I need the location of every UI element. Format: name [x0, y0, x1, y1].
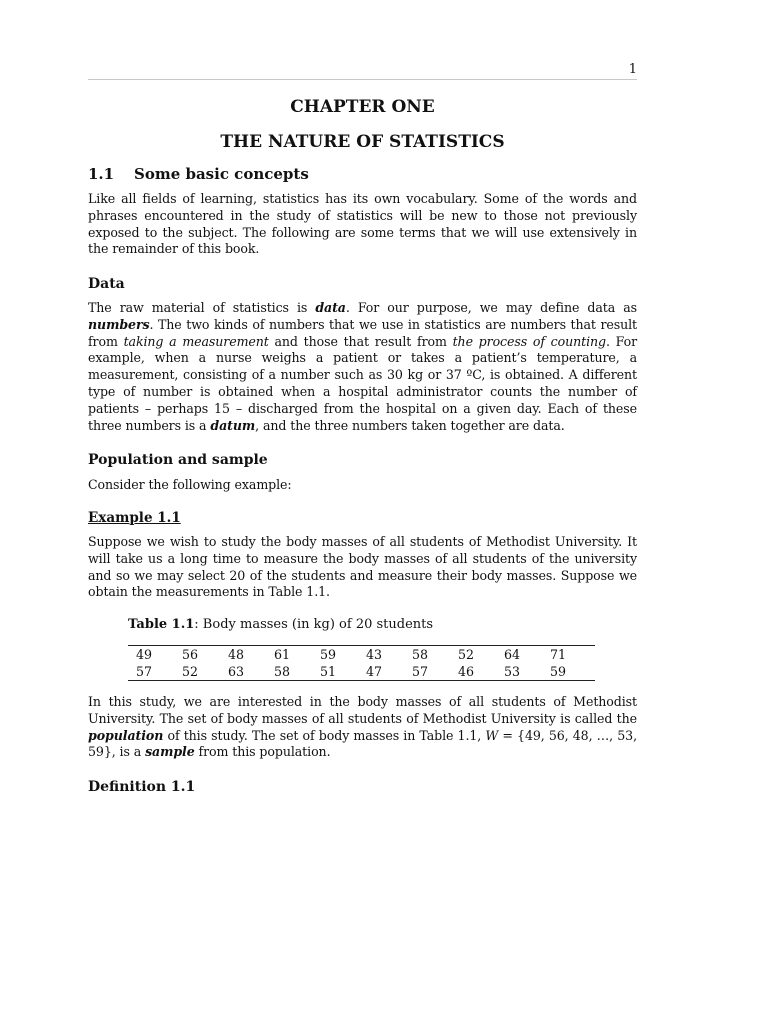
table-cell: 63: [228, 664, 245, 679]
section-heading: [88, 165, 309, 183]
population-heading: Population and sample: [88, 452, 268, 468]
data-paragraph: The raw material of statistics is data. For our purpose, we may define data as numbers. The two kinds of numbers that we use in statistics are numbers that result from taking a measurement and those that result from the process of counting. For example, when a nurse weighs a patient or takes a patient’s temperature, a measurement, consisting of a number such as 30 kg or 37 ºC, is obtained. A different type of number is obtained when a hospital administrator counts the number of patients – perhaps 15 – discharged from the hospital on a given day. Each of these three numbers is a datum, and the three numbers taken together are data.: [88, 300, 638, 433]
table-cell: 52: [458, 647, 475, 662]
term-data: data: [315, 300, 346, 315]
definition-heading: Definition 1.1: [88, 779, 196, 795]
table-cell: 71: [550, 647, 567, 662]
table-bottom-rule: [128, 680, 595, 681]
section-title: Some basic concepts: [134, 165, 309, 183]
table-cell: 61: [274, 647, 291, 662]
table-cell: 56: [182, 647, 199, 662]
header-rule: [88, 79, 637, 80]
phrase-process-of-counting: the process of counting: [452, 333, 606, 349]
table-caption-text: : Body masses (in kg) of 20 students: [194, 617, 434, 632]
table-cell: 57: [412, 664, 429, 679]
intro-paragraph: Like all fields of learning, statistics has its own vocabulary. Some of the words and phrases encountered in the study of statistics will be new to those not previously exposed to the subject. The following are some terms that we will use extensively in the remainder of this book.: [88, 191, 637, 257]
table-row: [128, 663, 595, 680]
page-number: 1: [628, 62, 637, 77]
table-cell: 57: [136, 664, 153, 679]
example-paragraph: Suppose we wish to study the body masses of all students of Methodist University. It will take us a long time to measure the body masses of all students of the university and so we may select 20 of the students and measure their body masses. Suppose we obtain the measurements in Table 1.1.: [88, 534, 637, 600]
table-cell: 51: [320, 664, 337, 679]
term-datum: datum: [210, 417, 256, 433]
example-heading: Example 1.1: [88, 510, 181, 526]
table-cell: 52: [182, 664, 199, 679]
body-mass-table: [128, 645, 595, 681]
table-cell: 47: [366, 664, 383, 679]
term-numbers: numbers: [88, 316, 150, 332]
table-cell: 58: [412, 647, 429, 662]
term-sample: sample: [145, 744, 195, 760]
set-symbol-w: W: [485, 727, 499, 743]
consider-text: Consider the following example:: [88, 477, 292, 492]
table-cell: 59: [320, 647, 337, 662]
section-number: 1.1: [88, 165, 115, 183]
phrase-taking-a-measurement: taking a measurement: [123, 333, 269, 349]
chapter-title: THE NATURE OF STATISTICS: [220, 132, 505, 152]
table-cell: 46: [458, 664, 475, 679]
table-cell: 53: [504, 664, 521, 679]
table-cell: 49: [136, 647, 153, 662]
study-paragraph: In this study, we are interested in the body masses of all students of Methodist University. The set of body masses of all students of Methodist University is called the population of this study. The set of body masses in Table 1.1, W = {49, 56, 48, …, 53, 59}, is a sample from this population.: [88, 694, 637, 760]
table-row: [128, 646, 595, 663]
table-caption: [128, 617, 433, 632]
table-label: Table 1.1: [128, 617, 195, 632]
term-population: population: [88, 727, 164, 743]
table-cell: 43: [366, 647, 383, 662]
table-cell: 59: [550, 664, 567, 679]
data-heading: Data: [88, 276, 125, 292]
table-cell: 58: [274, 664, 291, 679]
table-cell: 64: [504, 647, 521, 662]
table-cell: 48: [228, 647, 245, 662]
chapter-heading: CHAPTER ONE: [290, 97, 435, 117]
